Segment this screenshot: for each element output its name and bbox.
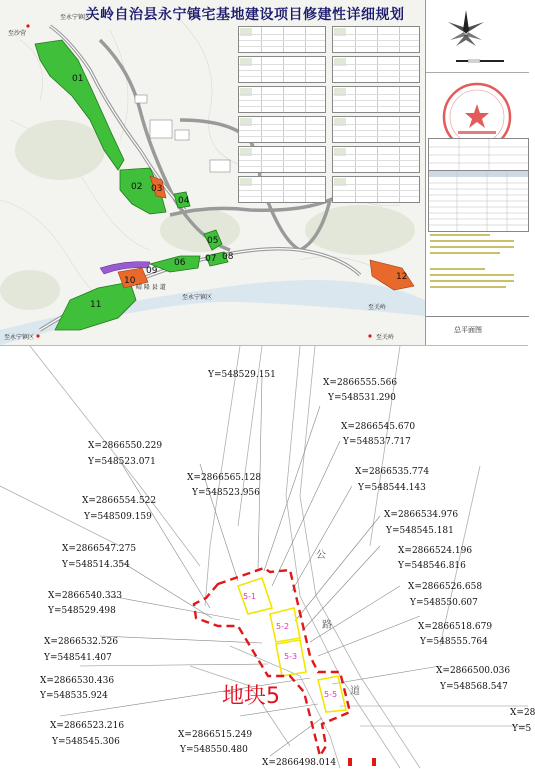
parcel-data-table <box>332 176 420 203</box>
road-name-char: 路 <box>322 620 332 631</box>
parcel-data-tables <box>238 26 422 204</box>
coordinate-label: X=2866530.436 <box>40 676 115 686</box>
road-name-char: 道 <box>350 686 360 697</box>
road-label-top-left-b: 至沙营 <box>8 30 27 37</box>
parcel-data-table <box>238 86 326 113</box>
coordinate-label: X=2866565.128 <box>187 473 262 483</box>
coordinate-label: Y=548529.151 <box>208 370 276 380</box>
plan-title: 关岭自治县永宁镇宅基地建设项目修建性详细规划 <box>85 7 405 23</box>
coordinate-label: X=2866518.679 <box>418 622 493 632</box>
coordinate-label: Y=548523.956 <box>192 488 260 498</box>
coordinate-label: X=2866498.014 <box>262 758 337 768</box>
parcel-label-04: 04 <box>178 196 190 206</box>
coordinate-label: X=2866554.522 <box>82 496 157 506</box>
plot-tag: 5-3 <box>284 652 298 661</box>
parcel-label-06: 06 <box>174 258 186 268</box>
coordinate-label: X=2866515.249 <box>178 730 253 740</box>
statistics-table <box>428 170 529 232</box>
coordinate-label: X=2866500.036 <box>436 666 511 676</box>
parcel-label-05: 05 <box>207 236 219 246</box>
coordinate-label: Y=548544.143 <box>358 483 426 493</box>
coordinate-label: X=2866550.229 <box>88 441 163 451</box>
parcel-data-table <box>238 146 326 173</box>
parcel-label-12: 12 <box>396 272 408 282</box>
north-arrow-icon <box>426 0 529 72</box>
plot-tag: 5-5 <box>324 690 338 699</box>
parcel-data-table <box>332 146 420 173</box>
coordinate-label: Y=548509.159 <box>84 512 152 522</box>
coordinate-label: Y=548546.816 <box>398 561 466 571</box>
coordinate-label: Y=548545.306 <box>52 737 120 747</box>
parcel-label-08: 08 <box>222 252 234 262</box>
parcel-label-11: 11 <box>90 300 102 310</box>
sheet-name: 总平面图 <box>454 326 482 334</box>
coordinate-label: Y=548537.717 <box>343 437 411 447</box>
road-label-bottom-mid: 至永宁镇区 <box>182 294 213 301</box>
parcel-data-table <box>332 86 420 113</box>
parcel-data-table <box>238 26 326 53</box>
coordinate-label: X=2866545.670 <box>341 422 416 432</box>
coordinate-label: Y=548568.547 <box>440 682 508 692</box>
coordinate-label: X=2866523.216 <box>50 721 125 731</box>
parcel-data-table <box>332 56 420 83</box>
plot-tag: 5-1 <box>243 592 257 601</box>
coordinate-label: Y=548541.407 <box>44 653 112 663</box>
planning-notes <box>428 228 527 296</box>
sheet-name-box <box>426 316 529 345</box>
road-label-bottom-right: 至关岭 <box>376 334 395 341</box>
road-label-right: 至关岭 <box>368 304 387 311</box>
north-arrow-area <box>426 0 529 73</box>
parcel-label-10: 10 <box>124 276 136 286</box>
coordinate-label: X=28 <box>510 708 535 718</box>
coordinate-label: Y=548555.764 <box>420 637 488 647</box>
parcel-data-table <box>332 116 420 143</box>
coordinate-label: X=2866535.774 <box>355 467 430 477</box>
coordinate-label: X=2866534.976 <box>384 510 459 520</box>
coordinate-label: X=2866524.196 <box>398 546 473 556</box>
coordinate-label: Y=548535.924 <box>40 691 108 701</box>
parcel-label-01: 01 <box>72 74 84 84</box>
block-title: 地块5 <box>222 684 280 709</box>
coordinate-label: X=2866547.275 <box>62 544 137 554</box>
road-label-bottom-left: 至永宁镇区 <box>4 334 35 341</box>
coordinate-label: Y=548531.290 <box>328 393 396 403</box>
parcel-data-table <box>238 176 326 203</box>
title-block-panel <box>425 0 529 345</box>
parcel-label-02: 02 <box>131 182 143 192</box>
coordinate-label: Y=548545.181 <box>386 526 454 536</box>
parcel-label-09: 09 <box>146 266 158 276</box>
road-label-top-left-a: 至永宁镇区 <box>60 14 91 21</box>
parcel-detail-map <box>0 346 535 768</box>
parcel-data-table <box>238 116 326 143</box>
coordinate-label: Y=548529.498 <box>48 606 116 616</box>
coordinate-label: Y=548550.480 <box>180 745 248 755</box>
road-name-char: 公 <box>316 550 326 561</box>
coordinate-label: X=2866532.526 <box>44 637 119 647</box>
road-label-main-road: 晴 隆 县 道 <box>136 284 166 291</box>
parcel-data-table <box>332 26 420 53</box>
coordinate-label: Y=548550.607 <box>410 598 478 608</box>
coordinate-label: X=2866540.333 <box>48 591 123 601</box>
master-plan-sheet <box>0 0 528 346</box>
coordinate-label: Y=548523.071 <box>88 457 156 467</box>
coordinate-label: X=2866526.658 <box>408 582 483 592</box>
plot-tag: 5-2 <box>276 622 290 631</box>
parcel-label-03: 03 <box>151 184 163 194</box>
parcel-label-07: 07 <box>205 254 217 264</box>
coordinate-label: Y=548514.354 <box>62 560 130 570</box>
coordinate-label: X=2866555.566 <box>323 378 398 388</box>
coordinate-label: Y=5 <box>512 724 532 734</box>
parcel-data-table <box>238 56 326 83</box>
